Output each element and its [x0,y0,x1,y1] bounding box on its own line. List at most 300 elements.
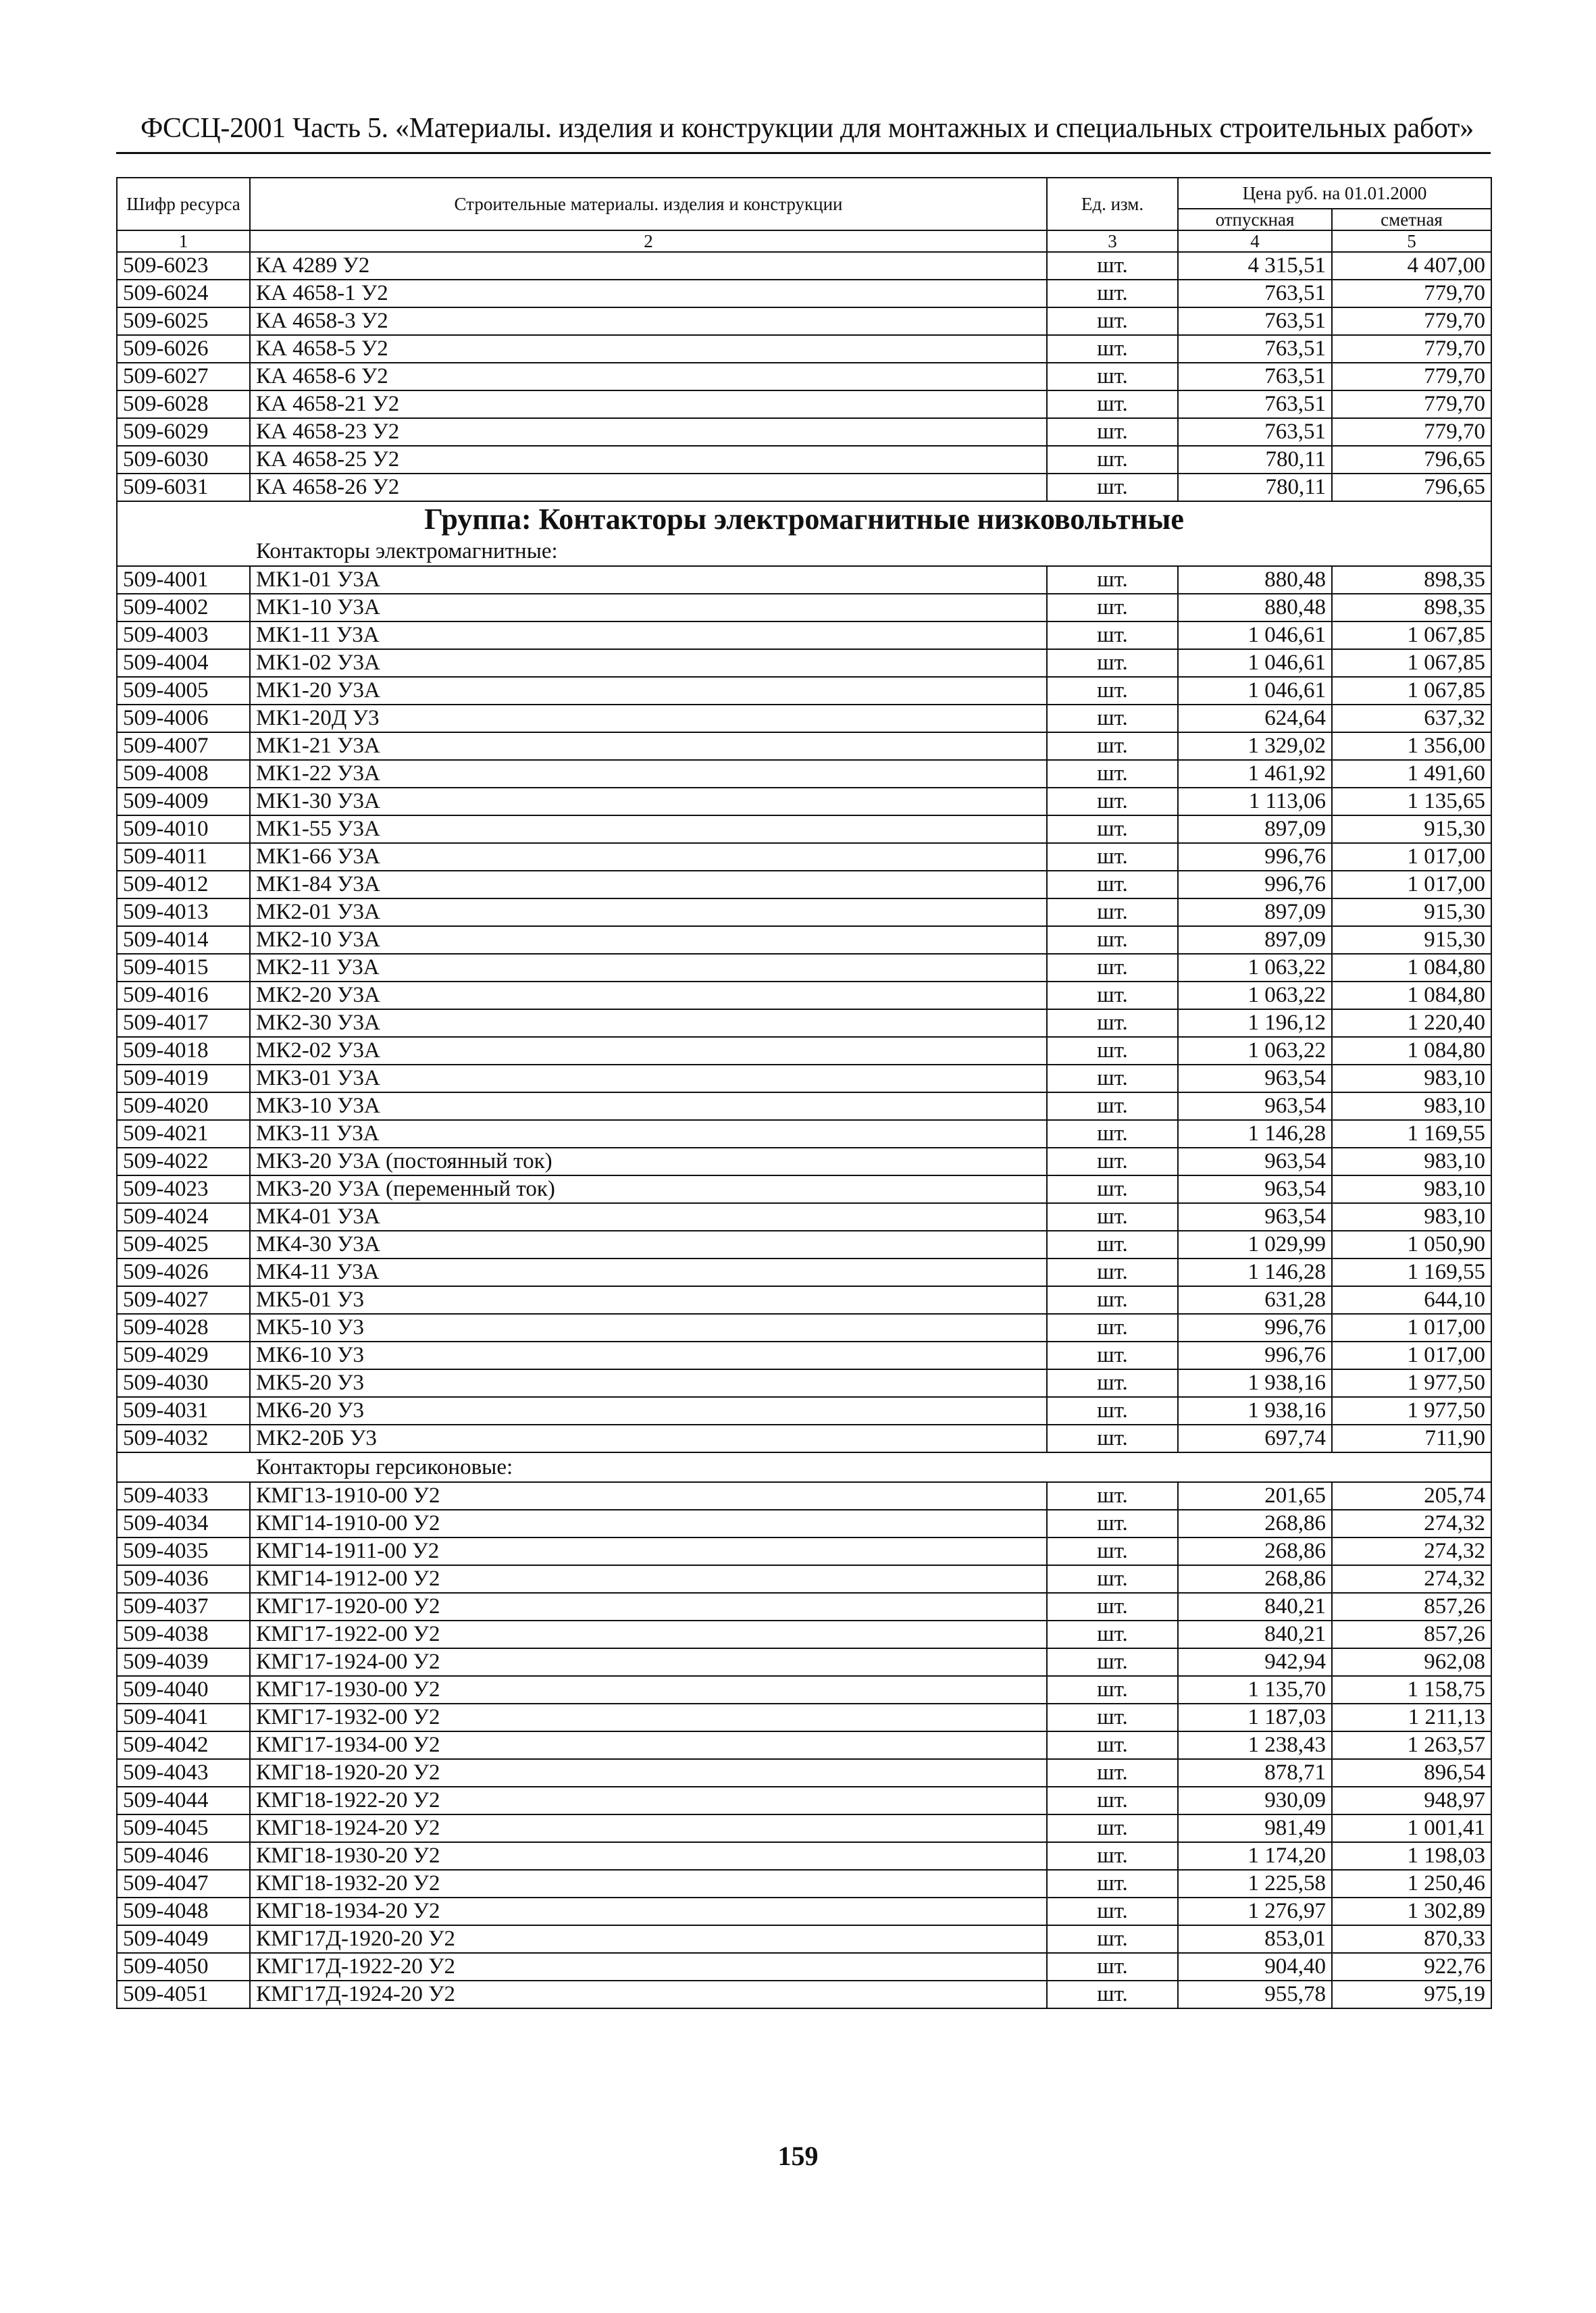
cell-code: 509-6031 [117,474,250,501]
cell-release: 930,09 [1178,1787,1332,1814]
cell-code: 509-4042 [117,1731,250,1759]
table-row [117,1203,1491,1231]
cell-code: 509-6029 [117,418,250,446]
cell-name: МК4-30 У3А [250,1231,1047,1259]
cell-release: 201,65 [1178,1482,1332,1510]
cell-unit: шт. [1047,705,1178,732]
cell-code: 509-4023 [117,1175,250,1203]
cell-release: 631,28 [1178,1286,1332,1314]
table-row [117,1397,1491,1425]
cell-name: КМГ18-1932-20 У2 [250,1870,1047,1898]
cell-unit: шт. [1047,474,1178,501]
table-row [117,788,1491,815]
cell-code: 509-4027 [117,1286,250,1314]
cell-unit: шт. [1047,446,1178,474]
cell-name: КМГ17-1934-00 У2 [250,1731,1047,1759]
table-row [117,1648,1491,1676]
cell-name: КА 4658-6 У2 [250,363,1047,390]
cell-code: 509-4029 [117,1342,250,1369]
cell-name: КМГ17-1920-00 У2 [250,1593,1047,1621]
table-row [117,1953,1491,1981]
cell-unit: шт. [1047,1092,1178,1120]
cell-name: МК5-01 У3 [250,1286,1047,1314]
cell-estimate: 948,97 [1332,1787,1491,1814]
cell-release: 1 146,28 [1178,1120,1332,1148]
cell-unit: шт. [1047,1203,1178,1231]
column-number: 3 [1047,230,1178,252]
cell-estimate: 1 067,85 [1332,621,1491,649]
page-header: ФССЦ-2001 Часть 5. «Материалы. изделия и конструкции для монтажных и специальных строительных работ» [140,113,1474,144]
cell-release: 840,21 [1178,1593,1332,1621]
table-row [117,1759,1491,1787]
cell-release: 1 063,22 [1178,1037,1332,1065]
column-number: 5 [1332,230,1491,252]
cell-code: 509-4008 [117,760,250,788]
cell-release: 763,51 [1178,363,1332,390]
cell-release: 268,86 [1178,1510,1332,1537]
table-row [117,732,1491,760]
cell-release: 897,09 [1178,898,1332,926]
table-row [117,1009,1491,1037]
cell-estimate: 1 977,50 [1332,1397,1491,1425]
cell-release: 897,09 [1178,926,1332,954]
cell-estimate: 205,74 [1332,1482,1491,1510]
table-row [117,1175,1491,1203]
cell-estimate: 1 017,00 [1332,871,1491,898]
column-number: 4 [1178,230,1332,252]
table-row [117,307,1491,335]
cell-release: 763,51 [1178,280,1332,307]
cell-estimate: 1 017,00 [1332,1342,1491,1369]
cell-code: 509-4044 [117,1787,250,1814]
cell-name: КА 4658-1 У2 [250,280,1047,307]
cell-name: КМГ17-1924-00 У2 [250,1648,1047,1676]
cell-release: 840,21 [1178,1621,1332,1648]
cell-estimate: 1 067,85 [1332,677,1491,705]
cell-release: 1 461,92 [1178,760,1332,788]
cell-release: 1 174,20 [1178,1842,1332,1870]
cell-estimate: 779,70 [1332,335,1491,363]
cell-release: 624,64 [1178,705,1332,732]
cell-unit: шт. [1047,982,1178,1009]
cell-unit: шт. [1047,335,1178,363]
subgroup-heading: Контакторы герсиконовые: [117,1452,1491,1482]
cell-code: 509-4046 [117,1842,250,1870]
cell-unit: шт. [1047,1369,1178,1397]
cell-unit: шт. [1047,1286,1178,1314]
cell-release: 1 276,97 [1178,1898,1332,1925]
cell-unit: шт. [1047,1898,1178,1925]
cell-release: 1 135,70 [1178,1676,1332,1704]
cell-name: КМГ17Д-1924-20 У2 [250,1981,1047,2008]
cell-estimate: 983,10 [1332,1148,1491,1175]
cell-code: 509-4037 [117,1593,250,1621]
table-row [117,1565,1491,1593]
cell-code: 509-4026 [117,1259,250,1286]
cell-estimate: 1 169,55 [1332,1120,1491,1148]
cell-name: МК2-30 У3А [250,1009,1047,1037]
cell-name: КМГ18-1920-20 У2 [250,1759,1047,1787]
cell-estimate: 1 198,03 [1332,1842,1491,1870]
table-row [117,1342,1491,1369]
cell-code: 509-4019 [117,1065,250,1092]
cell-estimate: 896,54 [1332,1759,1491,1787]
cell-name: КА 4658-5 У2 [250,335,1047,363]
cell-code: 509-4036 [117,1565,250,1593]
cell-unit: шт. [1047,760,1178,788]
cell-unit: шт. [1047,363,1178,390]
cell-release: 942,94 [1178,1648,1332,1676]
cell-estimate: 898,35 [1332,566,1491,594]
table-row [117,1286,1491,1314]
cell-release: 1 029,99 [1178,1231,1332,1259]
cell-estimate: 1 250,46 [1332,1870,1491,1898]
cell-release: 996,76 [1178,871,1332,898]
cell-release: 1 225,58 [1178,1870,1332,1898]
cell-code: 509-4051 [117,1981,250,2008]
cell-name: КА 4658-25 У2 [250,446,1047,474]
table-row [117,1092,1491,1120]
price-table [116,177,1492,2009]
cell-estimate: 779,70 [1332,307,1491,335]
header-price: Цена руб. на 01.01.2000 [1178,178,1491,209]
cell-estimate: 1 050,90 [1332,1231,1491,1259]
cell-unit: шт. [1047,1731,1178,1759]
cell-unit: шт. [1047,1425,1178,1452]
cell-code: 509-4049 [117,1925,250,1953]
cell-unit: шт. [1047,871,1178,898]
table-row [117,1537,1491,1565]
cell-code: 509-4039 [117,1648,250,1676]
cell-code: 509-6027 [117,363,250,390]
cell-estimate: 962,08 [1332,1648,1491,1676]
cell-estimate: 1 084,80 [1332,982,1491,1009]
cell-release: 4 315,51 [1178,252,1332,280]
page-number: 159 [777,2141,819,2171]
cell-release: 1 063,22 [1178,982,1332,1009]
cell-code: 509-4014 [117,926,250,954]
cell-unit: шт. [1047,677,1178,705]
table-row [117,1037,1491,1065]
cell-unit: шт. [1047,1009,1178,1037]
cell-code: 509-4013 [117,898,250,926]
cell-name: КМГ14-1910-00 У2 [250,1510,1047,1537]
cell-code: 509-4002 [117,594,250,621]
cell-release: 1 938,16 [1178,1397,1332,1425]
cell-name: КМГ18-1930-20 У2 [250,1842,1047,1870]
cell-code: 509-4018 [117,1037,250,1065]
cell-release: 1 046,61 [1178,677,1332,705]
cell-unit: шт. [1047,1870,1178,1898]
cell-unit: шт. [1047,1482,1178,1510]
table-row [117,815,1491,843]
cell-estimate: 796,65 [1332,474,1491,501]
table-row [117,1870,1491,1898]
table-row [117,1120,1491,1148]
cell-code: 509-4028 [117,1314,250,1342]
cell-unit: шт. [1047,1510,1178,1537]
cell-estimate: 1 084,80 [1332,954,1491,982]
cell-release: 878,71 [1178,1759,1332,1787]
table-row [117,418,1491,446]
cell-unit: шт. [1047,1648,1178,1676]
cell-estimate: 898,35 [1332,594,1491,621]
cell-code: 509-4010 [117,815,250,843]
cell-name: КМГ13-1910-00 У2 [250,1482,1047,1510]
cell-code: 509-4031 [117,1397,250,1425]
cell-unit: шт. [1047,1565,1178,1593]
cell-release: 955,78 [1178,1981,1332,2008]
table-row [117,926,1491,954]
cell-name: КМГ14-1911-00 У2 [250,1537,1047,1565]
cell-code: 509-4006 [117,705,250,732]
cell-name: МК4-01 У3А [250,1203,1047,1231]
cell-unit: шт. [1047,1175,1178,1203]
cell-release: 1 063,22 [1178,954,1332,982]
cell-code: 509-4030 [117,1369,250,1397]
cell-estimate: 1 220,40 [1332,1009,1491,1037]
cell-name: МК2-10 У3А [250,926,1047,954]
table-row [117,621,1491,649]
table-body-top [117,252,1491,501]
cell-estimate: 637,32 [1332,705,1491,732]
cell-release: 853,01 [1178,1925,1332,1953]
cell-code: 509-4020 [117,1092,250,1120]
cell-release: 904,40 [1178,1953,1332,1981]
cell-name: КМГ17Д-1922-20 У2 [250,1953,1047,1981]
cell-code: 509-4011 [117,843,250,871]
cell-unit: шт. [1047,594,1178,621]
cell-unit: шт. [1047,1814,1178,1842]
cell-unit: шт. [1047,1842,1178,1870]
table-row [117,390,1491,418]
cell-name: МК1-21 У3А [250,732,1047,760]
header-estimate-price: сметная [1332,209,1491,230]
cell-code: 509-6026 [117,335,250,363]
cell-release: 1 113,06 [1178,788,1332,815]
cell-unit: шт. [1047,1065,1178,1092]
table-row [117,1065,1491,1092]
cell-release: 780,11 [1178,446,1332,474]
cell-code: 509-4045 [117,1814,250,1842]
cell-estimate: 779,70 [1332,390,1491,418]
cell-estimate: 915,30 [1332,926,1491,954]
cell-release: 963,54 [1178,1148,1332,1175]
table-row [117,954,1491,982]
cell-code: 509-4016 [117,982,250,1009]
cell-unit: шт. [1047,621,1178,649]
cell-unit: шт. [1047,1231,1178,1259]
header-rule [116,152,1491,154]
cell-release: 1 238,43 [1178,1731,1332,1759]
cell-release: 1 046,61 [1178,621,1332,649]
cell-name: КМГ17Д-1920-20 У2 [250,1925,1047,1953]
cell-estimate: 274,32 [1332,1510,1491,1537]
cell-name: МК2-20 У3А [250,982,1047,1009]
cell-estimate: 1 491,60 [1332,760,1491,788]
cell-estimate: 1 017,00 [1332,1314,1491,1342]
cell-code: 509-4033 [117,1482,250,1510]
cell-unit: шт. [1047,307,1178,335]
cell-name: КМГ18-1922-20 У2 [250,1787,1047,1814]
table-row [117,1148,1491,1175]
cell-release: 963,54 [1178,1065,1332,1092]
table-row [117,1369,1491,1397]
cell-unit: шт. [1047,843,1178,871]
cell-release: 963,54 [1178,1175,1332,1203]
cell-code: 509-4025 [117,1231,250,1259]
cell-name: КА 4658-23 У2 [250,418,1047,446]
cell-code: 509-4017 [117,1009,250,1037]
cell-code: 509-4022 [117,1148,250,1175]
cell-code: 509-4007 [117,732,250,760]
cell-code: 509-4035 [117,1537,250,1565]
cell-release: 1 938,16 [1178,1369,1332,1397]
cell-name: МК6-10 У3 [250,1342,1047,1369]
table-row [117,705,1491,732]
cell-name: КМГ17-1922-00 У2 [250,1621,1047,1648]
cell-code: 509-4003 [117,621,250,649]
cell-estimate: 915,30 [1332,815,1491,843]
table-row [117,1676,1491,1704]
cell-estimate: 779,70 [1332,363,1491,390]
cell-unit: шт. [1047,1621,1178,1648]
cell-code: 509-4041 [117,1704,250,1731]
cell-unit: шт. [1047,1981,1178,2008]
table-row [117,871,1491,898]
cell-estimate: 1 158,75 [1332,1676,1491,1704]
cell-name: МК1-66 У3А [250,843,1047,871]
table-row [117,1259,1491,1286]
group-title: Группа: Контакторы электромагнитные низковольтные [117,501,1491,537]
table-row [117,363,1491,390]
cell-name: МК3-20 У3А (переменный ток) [250,1175,1047,1203]
cell-name: МК1-01 У3А [250,566,1047,594]
table-row [117,1314,1491,1342]
cell-code: 509-4043 [117,1759,250,1787]
cell-release: 996,76 [1178,843,1332,871]
cell-code: 509-4001 [117,566,250,594]
cell-release: 880,48 [1178,566,1332,594]
cell-release: 268,86 [1178,1537,1332,1565]
cell-name: МК2-01 У3А [250,898,1047,926]
cell-name: МК1-55 У3А [250,815,1047,843]
cell-release: 763,51 [1178,335,1332,363]
cell-estimate: 1 135,65 [1332,788,1491,815]
cell-name: МК3-20 У3А (постоянный ток) [250,1148,1047,1175]
table-row [117,1842,1491,1870]
cell-release: 1 329,02 [1178,732,1332,760]
cell-unit: шт. [1047,1537,1178,1565]
cell-unit: шт. [1047,1148,1178,1175]
cell-name: КМГ17-1932-00 У2 [250,1704,1047,1731]
cell-estimate: 922,76 [1332,1953,1491,1981]
table-row [117,1425,1491,1452]
cell-estimate: 870,33 [1332,1925,1491,1953]
cell-code: 509-6024 [117,280,250,307]
cell-name: КМГ14-1912-00 У2 [250,1565,1047,1593]
cell-code: 509-6030 [117,446,250,474]
cell-unit: шт. [1047,898,1178,926]
cell-estimate: 1 169,55 [1332,1259,1491,1286]
cell-estimate: 915,30 [1332,898,1491,926]
cell-name: КА 4289 У2 [250,252,1047,280]
cell-estimate: 1 302,89 [1332,1898,1491,1925]
cell-name: КА 4658-26 У2 [250,474,1047,501]
cell-release: 880,48 [1178,594,1332,621]
cell-code: 509-4009 [117,788,250,815]
table-row [117,280,1491,307]
cell-release: 897,09 [1178,815,1332,843]
cell-estimate: 983,10 [1332,1092,1491,1120]
table-row [117,1981,1491,2008]
cell-unit: шт. [1047,390,1178,418]
cell-estimate: 1 067,85 [1332,649,1491,677]
table-row [117,474,1491,501]
cell-estimate: 1 263,57 [1332,1731,1491,1759]
cell-name: МК2-20Б У3 [250,1425,1047,1452]
cell-estimate: 983,10 [1332,1065,1491,1092]
cell-unit: шт. [1047,1759,1178,1787]
cell-code: 509-6025 [117,307,250,335]
table-row [117,1898,1491,1925]
cell-release: 1 196,12 [1178,1009,1332,1037]
cell-name: МК2-02 У3А [250,1037,1047,1065]
cell-release: 1 187,03 [1178,1704,1332,1731]
table-body-hermetic [117,1482,1491,2008]
cell-estimate: 4 407,00 [1332,252,1491,280]
cell-estimate: 274,32 [1332,1565,1491,1593]
cell-unit: шт. [1047,926,1178,954]
cell-estimate: 779,70 [1332,280,1491,307]
cell-code: 509-4032 [117,1425,250,1452]
cell-code: 509-4015 [117,954,250,982]
header-unit: Ед. изм. [1047,178,1178,230]
cell-name: КМГ18-1924-20 У2 [250,1814,1047,1842]
cell-estimate: 857,26 [1332,1621,1491,1648]
cell-estimate: 1 356,00 [1332,732,1491,760]
cell-name: МК1-20 У3А [250,677,1047,705]
cell-unit: шт. [1047,1342,1178,1369]
cell-unit: шт. [1047,1925,1178,1953]
cell-unit: шт. [1047,1787,1178,1814]
cell-name: МК5-20 У3 [250,1369,1047,1397]
cell-release: 1 146,28 [1178,1259,1332,1286]
cell-name: КА 4658-21 У2 [250,390,1047,418]
cell-estimate: 1 084,80 [1332,1037,1491,1065]
cell-release: 268,86 [1178,1565,1332,1593]
table-row [117,843,1491,871]
cell-estimate: 644,10 [1332,1286,1491,1314]
cell-estimate: 1 017,00 [1332,843,1491,871]
cell-name: МК3-10 У3А [250,1092,1047,1120]
cell-name: МК6-20 У3 [250,1397,1047,1425]
header-name: Строительные материалы. изделия и конструкции [250,178,1047,230]
cell-name: МК4-11 У3А [250,1259,1047,1286]
table-row [117,1231,1491,1259]
cell-estimate: 983,10 [1332,1203,1491,1231]
table-row [117,1787,1491,1814]
cell-estimate: 983,10 [1332,1175,1491,1203]
cell-estimate: 1 977,50 [1332,1369,1491,1397]
cell-unit: шт. [1047,732,1178,760]
cell-unit: шт. [1047,566,1178,594]
cell-code: 509-6023 [117,252,250,280]
cell-name: МК1-10 У3А [250,594,1047,621]
cell-unit: шт. [1047,1953,1178,1981]
table-row [117,1731,1491,1759]
cell-release: 963,54 [1178,1203,1332,1231]
